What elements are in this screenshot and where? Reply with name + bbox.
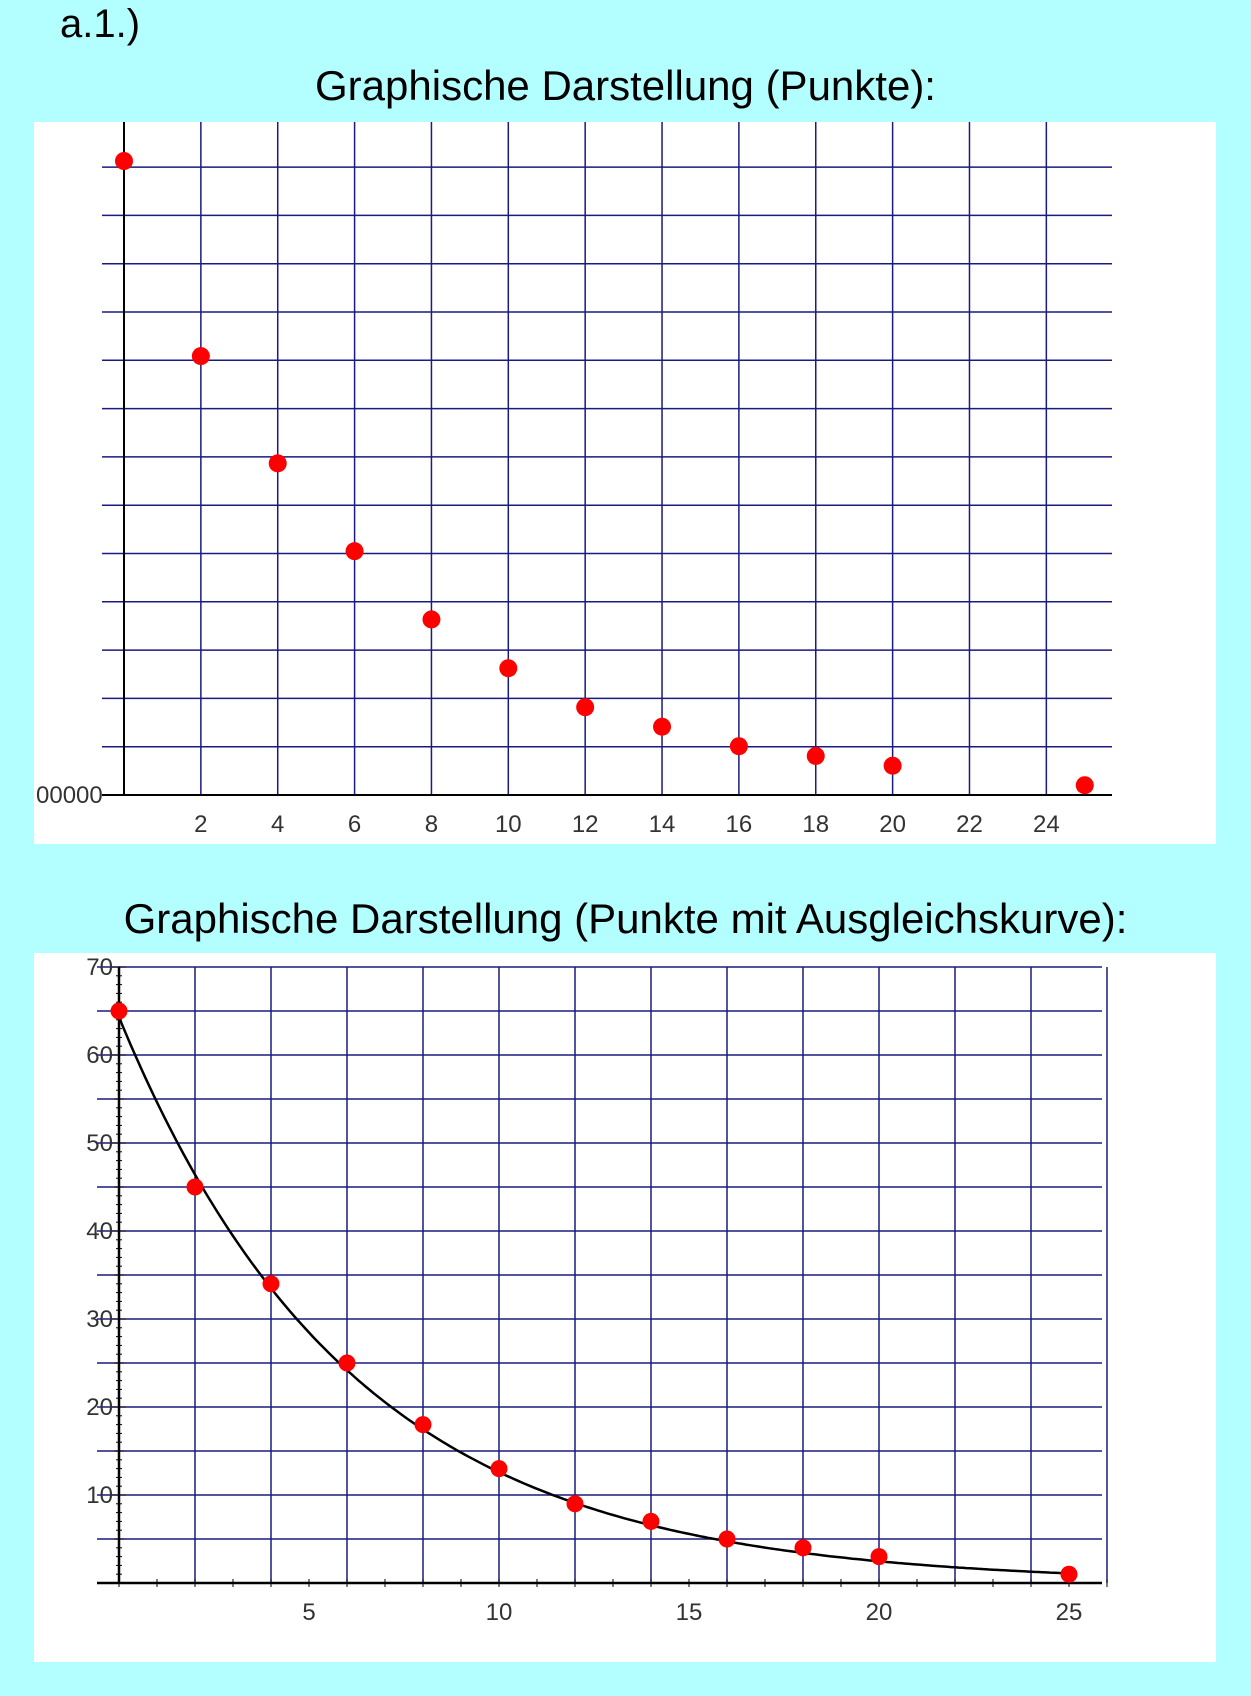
- data-point: [576, 698, 594, 716]
- x-tick-label: 22: [956, 811, 983, 838]
- y-axis-label: 00000: [36, 782, 103, 809]
- y-tick-label: 50: [86, 1130, 113, 1157]
- data-point: [499, 659, 517, 677]
- y-tick-label: 10: [86, 1482, 113, 1509]
- chart-2-svg: [34, 953, 1216, 1662]
- data-point: [422, 610, 440, 628]
- data-point: [111, 1003, 128, 1020]
- data-point: [339, 1355, 356, 1372]
- data-point: [871, 1548, 888, 1565]
- chart-2-title: Graphische Darstellung (Punkte mit Ausgleichskurve):: [123, 895, 1128, 942]
- data-point: [346, 542, 364, 560]
- x-tick-label: 15: [675, 1599, 703, 1626]
- fit-curve: [119, 1017, 1069, 1573]
- x-tick-label: 18: [802, 811, 830, 838]
- x-tick-label: 20: [865, 1599, 893, 1626]
- x-tick-label: 20: [879, 811, 906, 838]
- x-tick-label: 6: [347, 811, 362, 838]
- chart-1-panel: [34, 122, 1216, 844]
- data-point: [567, 1495, 584, 1512]
- x-tick-label: 10: [485, 1599, 513, 1626]
- data-point: [884, 757, 902, 775]
- x-tick-label: 24: [1032, 811, 1060, 838]
- chart-2-panel: [34, 953, 1216, 1662]
- x-tick-label: 5: [302, 1599, 316, 1626]
- data-point: [415, 1416, 432, 1433]
- y-tick-label: 20: [86, 1394, 113, 1421]
- y-tick-label: 70: [86, 954, 113, 981]
- data-point: [1076, 776, 1094, 794]
- data-point: [730, 737, 748, 755]
- section-label: a.1.): [60, 2, 141, 46]
- x-tick-label: 2: [194, 811, 208, 838]
- data-point: [115, 152, 133, 170]
- data-point: [807, 747, 825, 765]
- data-point: [269, 454, 287, 472]
- y-tick-label: 60: [86, 1042, 113, 1069]
- data-point: [719, 1531, 736, 1548]
- chart-1-svg: [34, 122, 1216, 844]
- data-point: [263, 1275, 280, 1292]
- x-tick-label: 12: [571, 811, 599, 838]
- y-tick-label: 30: [86, 1306, 113, 1333]
- data-point: [192, 347, 210, 365]
- x-tick-label: 8: [424, 811, 439, 838]
- data-point: [643, 1513, 660, 1530]
- y-tick-label: 40: [86, 1218, 113, 1245]
- x-tick-label: 25: [1055, 1599, 1083, 1626]
- data-point: [491, 1460, 508, 1477]
- x-tick-label: 10: [494, 811, 522, 838]
- chart-1-title: Graphische Darstellung (Punkte):: [315, 62, 936, 109]
- x-tick-label: 16: [725, 811, 753, 838]
- data-point: [187, 1179, 204, 1196]
- x-tick-label: 14: [648, 811, 676, 838]
- data-point: [1061, 1566, 1078, 1583]
- data-point: [653, 718, 671, 736]
- data-point: [795, 1539, 812, 1556]
- x-tick-label: 4: [271, 811, 285, 838]
